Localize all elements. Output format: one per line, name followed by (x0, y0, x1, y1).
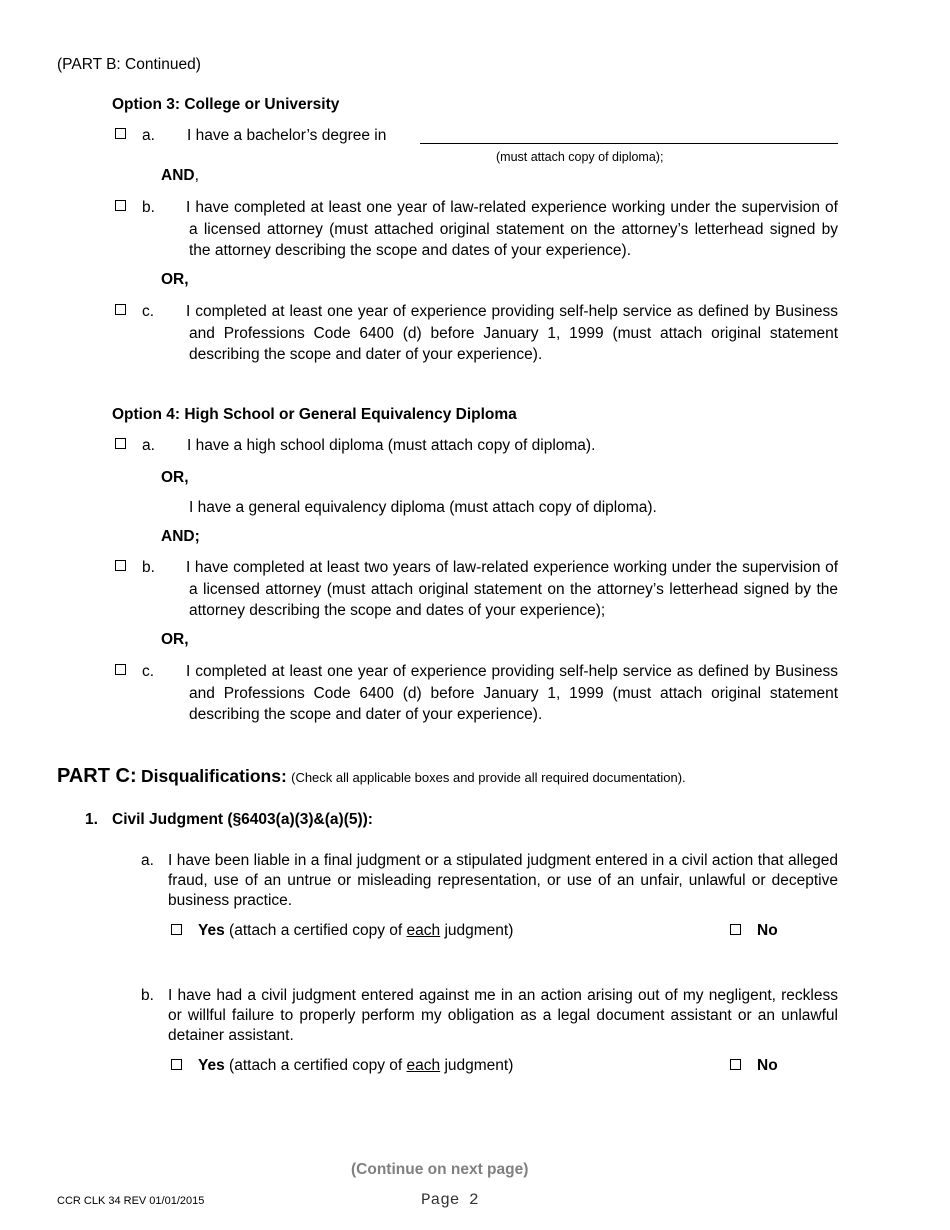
item1-b-no-label: No (757, 1057, 778, 1074)
item1-number: 1. (85, 811, 98, 828)
ged-text: I have a general equivalency diploma (must attach copy of diploma). (189, 499, 657, 516)
yes-note-start: (attach a certified copy of (229, 922, 403, 939)
page-number: Page 2 (421, 1191, 479, 1209)
yes-label: Yes (198, 1057, 225, 1074)
option3-c-text: I completed at least one year of experience providing self-help service as defined by Business and Professions Code 6400 (d) before January 1, 1999 (must attach original statement describing the scope and dater of your experience). (186, 303, 838, 363)
item1-title: Civil Judgment (§6403(a)(3)&(a)(5)): (112, 811, 373, 828)
and-label: AND (161, 167, 195, 184)
and-connector-2: AND; (161, 528, 200, 545)
option4-b-checkbox[interactable] (115, 560, 126, 571)
yes-note-each: each (406, 922, 441, 939)
and-connector-1 (161, 167, 199, 185)
option4-b-text: I have completed at least two years of law-related experience working under the supervision of a licensed attorney (must attach original statement on the attorney’s letterhead signed by the attorney describing the scope and dates of your experience); (186, 559, 838, 619)
and-comma: , (194, 167, 199, 184)
part-c-instruction: (Check all applicable boxes and provide all required documentation). (291, 770, 686, 785)
item1-a-letter: a. (141, 852, 154, 869)
item1-b-letter: b. (141, 987, 154, 1004)
continue-on-next-page: (Continue on next page) (351, 1161, 529, 1178)
or-connector-2: OR, (161, 469, 189, 486)
item1-b-yes-line (198, 1057, 513, 1075)
option4-b-letter: b. (142, 559, 155, 576)
option3-c-checkbox[interactable] (115, 304, 126, 315)
yes-label: Yes (198, 922, 225, 939)
option3-heading: Option 3: College or University (112, 96, 340, 113)
option4-a-letter: a. (142, 437, 155, 454)
option3-a-text: I have a bachelor’s degree in (187, 127, 387, 144)
yes-note-start: (attach a certified copy of (229, 1057, 403, 1074)
part-c-heading (57, 765, 686, 788)
option4-heading: Option 4: High School or General Equivalency Diploma (112, 406, 517, 423)
option3-c-letter: c. (142, 303, 155, 320)
yes-note-end: judgment) (444, 922, 514, 939)
yes-note-end: judgment) (444, 1057, 514, 1074)
or-connector-1: OR, (161, 271, 189, 288)
option3-b-text: I have completed at least one year of law-related experience working under the supervision of a licensed attorney (must attached original statement on the attorney’s letterhead signed by the attorney describing the scope and dates of your experience). (186, 199, 838, 259)
item1-a-no-checkbox[interactable] (730, 924, 741, 935)
option3-b-checkbox[interactable] (115, 200, 126, 211)
part-c-label: PART C: (57, 765, 137, 787)
option3-a-note: (must attach copy of diploma); (496, 150, 664, 164)
option3-b-letter: b. (142, 199, 155, 216)
item1-a-yes-checkbox[interactable] (171, 924, 182, 935)
item1-b-no-checkbox[interactable] (730, 1059, 741, 1070)
or-connector-3: OR, (161, 631, 189, 648)
option4-c-checkbox[interactable] (115, 664, 126, 675)
yes-note-each: each (406, 1057, 441, 1074)
form-id: CCR CLK 34 REV 01/01/2015 (57, 1195, 205, 1207)
item1-a-no-label: No (757, 922, 778, 939)
option4-a-text: I have a high school diploma (must attach copy of diploma). (187, 437, 596, 454)
option3-a-checkbox[interactable] (115, 128, 126, 139)
part-c-title: Disqualifications: (140, 766, 287, 786)
item1-a-text: I have been liable in a final judgment or a stipulated judgment entered in a civil action that alleged fraud, use of an untrue or misleading representation, or use of an unfair, unlawful or deceptive business practice. (168, 852, 838, 909)
item1-b-text: I have had a civil judgment entered against me in an action arising out of my negligent, reckless or willful failure to properly perform my obligation as a legal document assistant or an unlawful detainer assistant. (168, 987, 838, 1044)
item1-b-yes-checkbox[interactable] (171, 1059, 182, 1070)
item1-a-yes-line (198, 922, 513, 940)
degree-field-line[interactable] (420, 143, 838, 144)
option4-a-checkbox[interactable] (115, 438, 126, 449)
option4-c-text: I completed at least one year of experience providing self-help service as defined by Business and Professions Code 6400 (d) before January 1, 1999 (must attach original statement describing the scope and dater of your experience). (186, 663, 838, 723)
option3-a-letter: a. (142, 127, 155, 144)
option4-c-letter: c. (142, 663, 155, 680)
part-b-continued-label: (PART B: Continued) (57, 56, 201, 73)
